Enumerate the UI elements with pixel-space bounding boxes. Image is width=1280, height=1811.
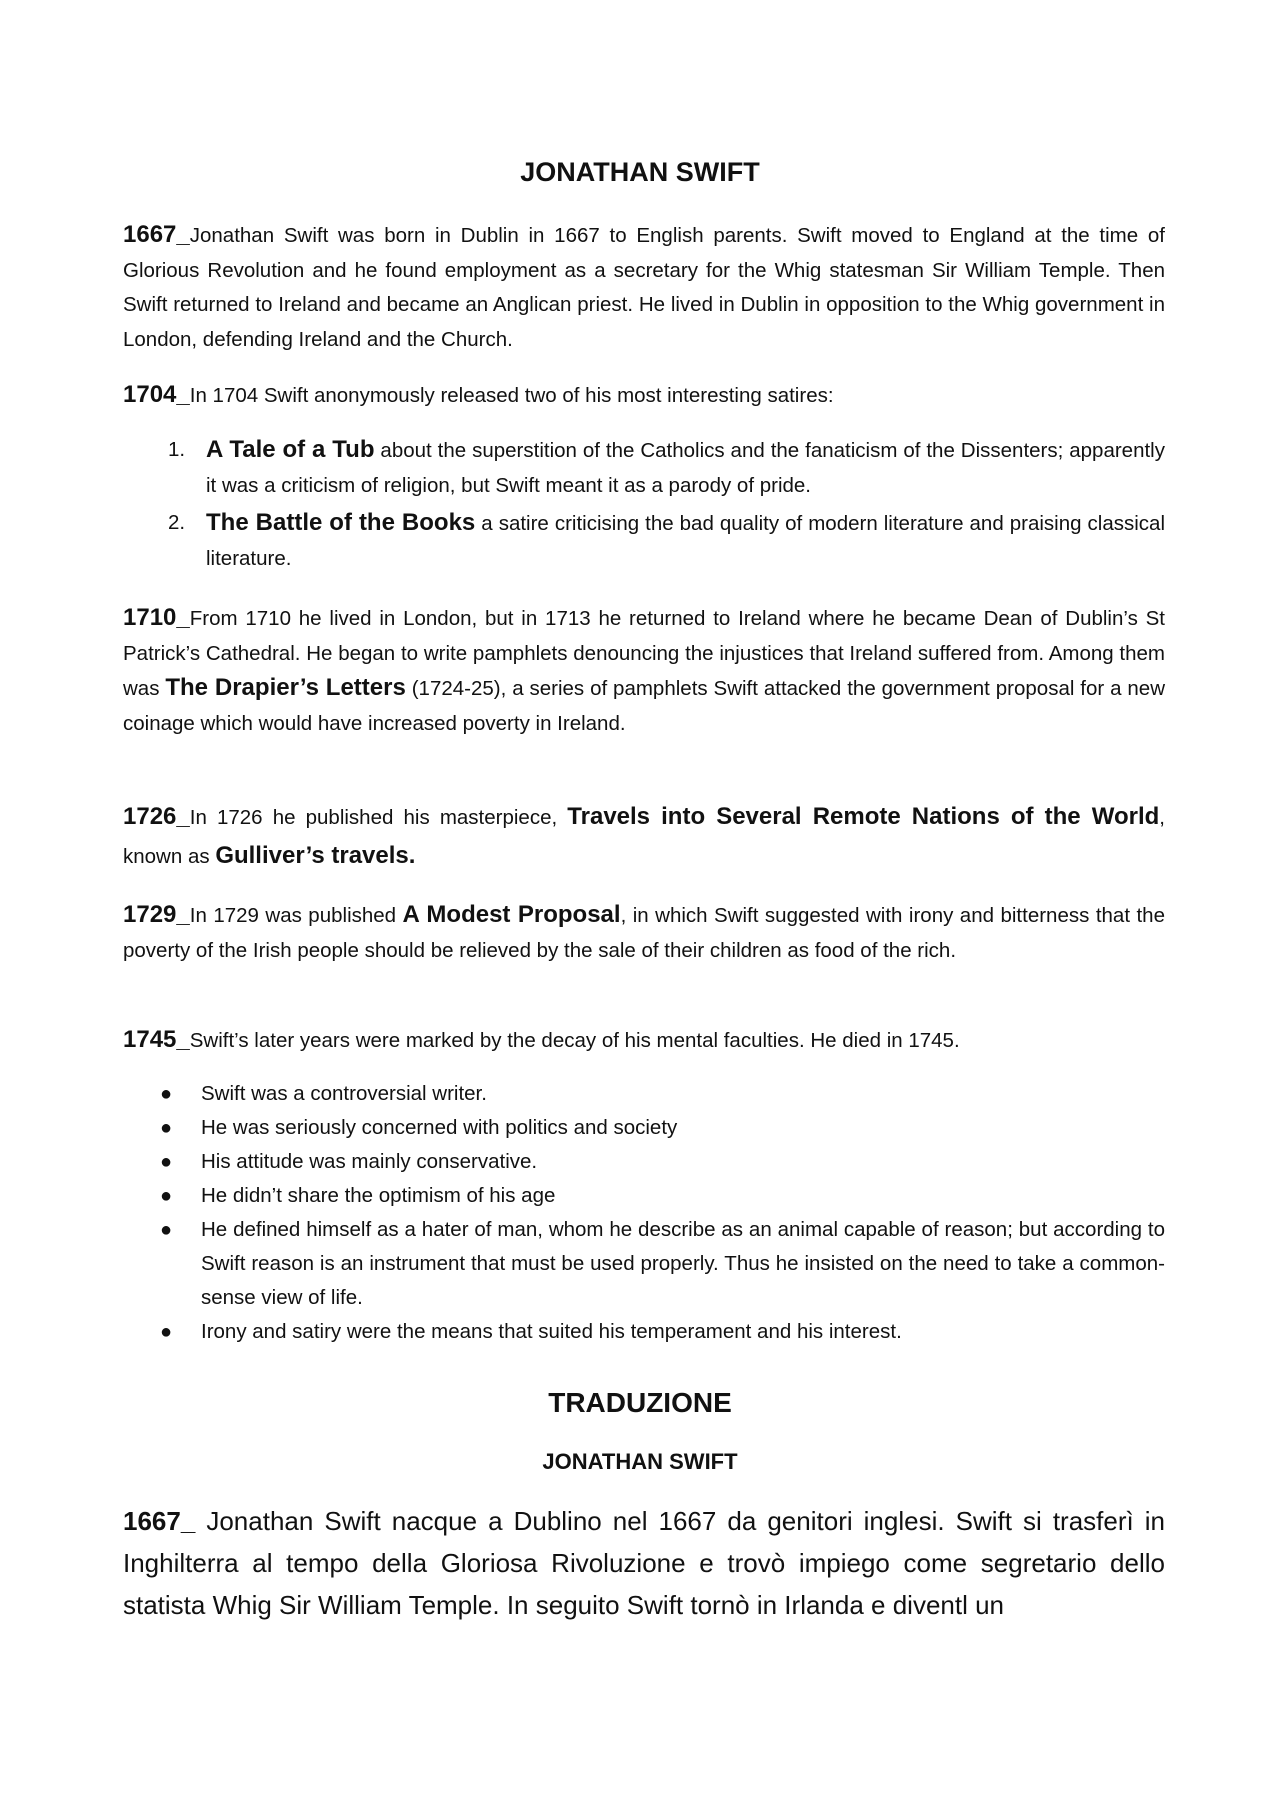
list-number: 1. xyxy=(168,438,186,461)
page-title: JONATHAN SWIFT xyxy=(520,157,760,187)
paragraph-1726 xyxy=(123,798,1165,876)
bullet-icon: ● xyxy=(160,1321,173,1343)
work-title: The Battle of the Books xyxy=(206,509,476,536)
bullet-icon: ● xyxy=(160,1151,173,1173)
bullet-item xyxy=(123,1315,1165,1349)
year-label: 1745_ xyxy=(123,1026,190,1053)
bullet-item xyxy=(123,1145,1165,1179)
paragraph-text: In 1729 was published xyxy=(189,904,403,927)
list-item xyxy=(123,506,1165,576)
paragraph-text: In 1726 he published his masterpiece, xyxy=(189,806,568,829)
bullet-icon: ● xyxy=(160,1185,173,1207)
paragraph-text: In 1704 Swift anonymously released two of his most interesting satires: xyxy=(189,384,834,407)
bullet-item xyxy=(123,1111,1165,1145)
translation-title: JONATHAN SWIFT xyxy=(542,1449,738,1474)
year-label: 1726_ xyxy=(123,803,190,830)
bullet-icon: ● xyxy=(160,1083,173,1105)
paragraph-text: (1724-25), a series of pamphlets Swift attacked the government proposal for a new coinage which would have increased poverty in Ireland. xyxy=(123,677,1165,735)
year-label: 1704_ xyxy=(123,381,190,408)
list-item xyxy=(123,433,1165,503)
bullet-text: He defined himself as a hater of man, whom he describe as an animal capable of reason; but according to Swift reason is an instrument that must be used properly. Thus he insisted on the need to take a common-sense view of life. xyxy=(201,1218,1165,1309)
paragraph-1710 xyxy=(123,601,1165,741)
satires-list xyxy=(123,433,1165,579)
paragraph-1745 xyxy=(123,1023,1165,1059)
work-title: Gulliver’s travels. xyxy=(215,842,416,869)
bullet-icon: ● xyxy=(160,1219,173,1241)
paragraph-text: Swift’s later years were marked by the decay of his mental faculties. He died in 1745. xyxy=(189,1029,960,1052)
bullet-text: He didn’t share the optimism of his age xyxy=(201,1184,556,1207)
list-item-text: a satire criticising the bad quality of modern literature and praising classical literature. xyxy=(206,512,1165,570)
bullet-icon: ● xyxy=(160,1117,173,1139)
year-label: 1667_ xyxy=(123,1506,196,1536)
paragraph-1667 xyxy=(123,218,1165,357)
list-item-text: about the superstition of the Catholics and the fanaticism of the Dissenters; apparently it was a criticism of religion, but Swift meant it as a parody of pride. xyxy=(206,439,1165,497)
bullet-item xyxy=(123,1213,1165,1315)
bullet-item xyxy=(123,1179,1165,1213)
paragraph-text: From 1710 he lived in London, but in 1713 he returned to Ireland where he became Dean of Dublin’s St Patrick’s Cathedral. He began to write pamphlets denouncing the injustices that Ireland suffered from. Among them was xyxy=(123,607,1165,700)
paragraph-text: , known as xyxy=(123,806,1165,868)
bullet-item xyxy=(123,1077,1165,1111)
work-title: A Tale of a Tub xyxy=(206,436,375,463)
year-label: 1710_ xyxy=(123,604,190,631)
bullet-text: He was seriously concerned with politics and society xyxy=(201,1116,678,1139)
work-title: A Modest Proposal xyxy=(402,901,621,928)
paragraph-text: Jonathan Swift nacque a Dublino nel 1667 da genitori inglesi. Swift si trasferì in Inghilterra al tempo della Gloriosa Rivoluzione e trovò impiego come segretario dello statista Whig Sir William Temple. In seguito Swift tornò in Irlanda e diventl un xyxy=(123,1506,1165,1620)
translation-paragraph-1667 xyxy=(123,1500,1165,1626)
paragraph-1704 xyxy=(123,378,1165,414)
year-label: 1667_ xyxy=(123,221,190,248)
traits-list xyxy=(123,1077,1165,1349)
paragraph-1729 xyxy=(123,898,1165,968)
translation-heading: TRADUZIONE xyxy=(548,1387,732,1418)
paragraph-text: Jonathan Swift was born in Dublin in 1667 to English parents. Swift moved to England at the time of Glorious Revolution and he found employment as a secretary for the Whig statesman Sir William Temple. Then Swift returned to Ireland and became an Anglican priest. He lived in Dublin in opposition to the Whig government in London, defending Ireland and the Church. xyxy=(123,224,1165,351)
bullet-text: His attitude was mainly conservative. xyxy=(201,1150,538,1173)
bullet-text: Irony and satiry were the means that suited his temperament and his interest. xyxy=(201,1320,902,1343)
paragraph-text: , in which Swift suggested with irony and bitterness that the poverty of the Irish people should be relieved by the sale of their children as food of the rich. xyxy=(123,904,1165,962)
list-number: 2. xyxy=(168,511,186,534)
work-title: The Drapier’s Letters xyxy=(165,674,406,701)
bullet-text: Swift was a controversial writer. xyxy=(201,1082,487,1105)
year-label: 1729_ xyxy=(123,901,190,928)
work-title: Travels into Several Remote Nations of the World xyxy=(567,803,1160,830)
